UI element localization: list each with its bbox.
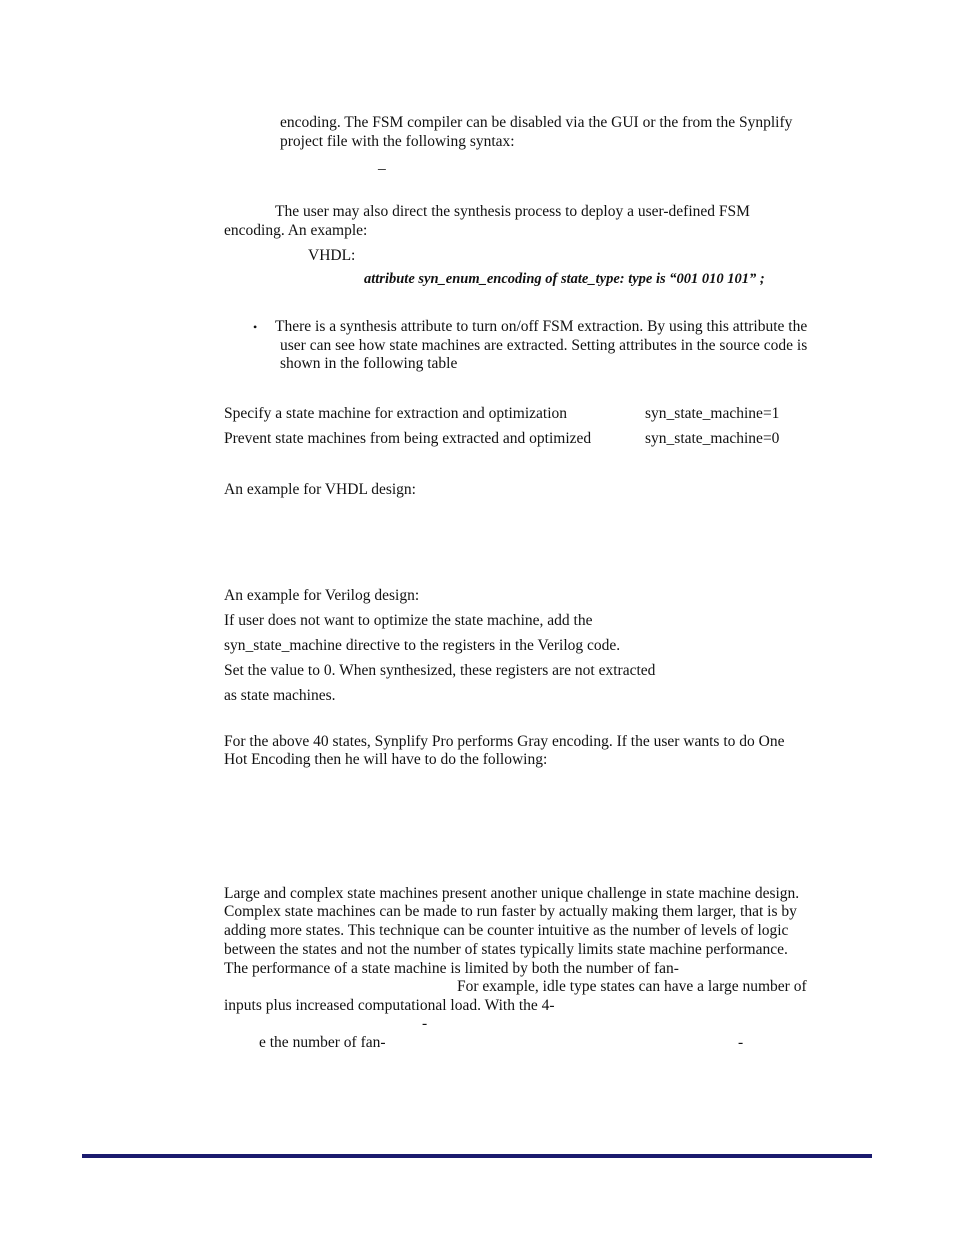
verilog-text-line: syn_state_machine directive to the registers in the Verilog code. [224, 637, 621, 654]
large-machines-line: between the states and not the number of states typically limits state machine performance. [224, 941, 788, 958]
large-machines-line: Complex state machines can be made to run faster by actually making them larger, that is by [224, 903, 797, 920]
verilog-text-line: as state machines. [224, 687, 336, 704]
footer-rule [82, 1154, 872, 1158]
large-machines-line: e the number of fan- [259, 1034, 386, 1051]
vhdl-code-example: attribute syn_enum_encoding of state_type: type is “001 010 101” ; [364, 271, 765, 287]
bullet-text-line: There is a synthesis attribute to turn on/off FSM extraction. By using this attribute the [275, 318, 808, 335]
vhdl-example-heading: An example for VHDL design: [224, 481, 416, 498]
bullet-text-line: user can see how state machines are extracted. Setting attributes in the source code is [280, 337, 808, 354]
bullet-icon: • [253, 320, 258, 334]
bullet-text-line: shown in the following table [280, 355, 458, 372]
fsm-paragraph-line: project file with the following syntax: [280, 133, 515, 150]
user-defined-line: encoding. An example: [224, 222, 368, 239]
fsm-paragraph-line: encoding. The FSM compiler can be disabled via the GUI or the from the Synplify [280, 114, 793, 131]
verilog-text-line: If user does not want to optimize the state machine, add the [224, 612, 593, 629]
table-cell-description: Specify a state machine for extraction and optimization [224, 405, 568, 422]
verilog-example-heading: An example for Verilog design: [224, 587, 420, 604]
syntax-dash: _ [378, 155, 386, 172]
large-machines-dash: - [738, 1034, 744, 1051]
gray-encoding-line: For the above 40 states, Synplify Pro performs Gray encoding. If the user wants to do One [224, 733, 785, 750]
large-machines-dash: - [422, 1015, 428, 1032]
verilog-text-line: Set the value to 0. When synthesized, these registers are not extracted [224, 662, 656, 679]
large-machines-line: The performance of a state machine is limited by both the number of fan- [224, 960, 679, 977]
large-machines-line: For example, idle type states can have a large number of [457, 978, 807, 995]
table-cell-attribute: syn_state_machine=1 [645, 405, 780, 422]
vhdl-label: VHDL: [308, 247, 356, 264]
gray-encoding-line: Hot Encoding then he will have to do the following: [224, 751, 548, 768]
large-machines-line: inputs plus increased computational load. With the 4- [224, 997, 555, 1014]
user-defined-line: The user may also direct the synthesis process to deploy a user-defined FSM [275, 203, 750, 220]
table-cell-description: Prevent state machines from being extracted and optimized [224, 430, 592, 447]
large-machines-line: adding more states. This technique can be counter intuitive as the number of levels of logic [224, 922, 789, 939]
large-machines-line: Large and complex state machines present another unique challenge in state machine design. [224, 885, 800, 902]
table-cell-attribute: syn_state_machine=0 [645, 430, 780, 447]
